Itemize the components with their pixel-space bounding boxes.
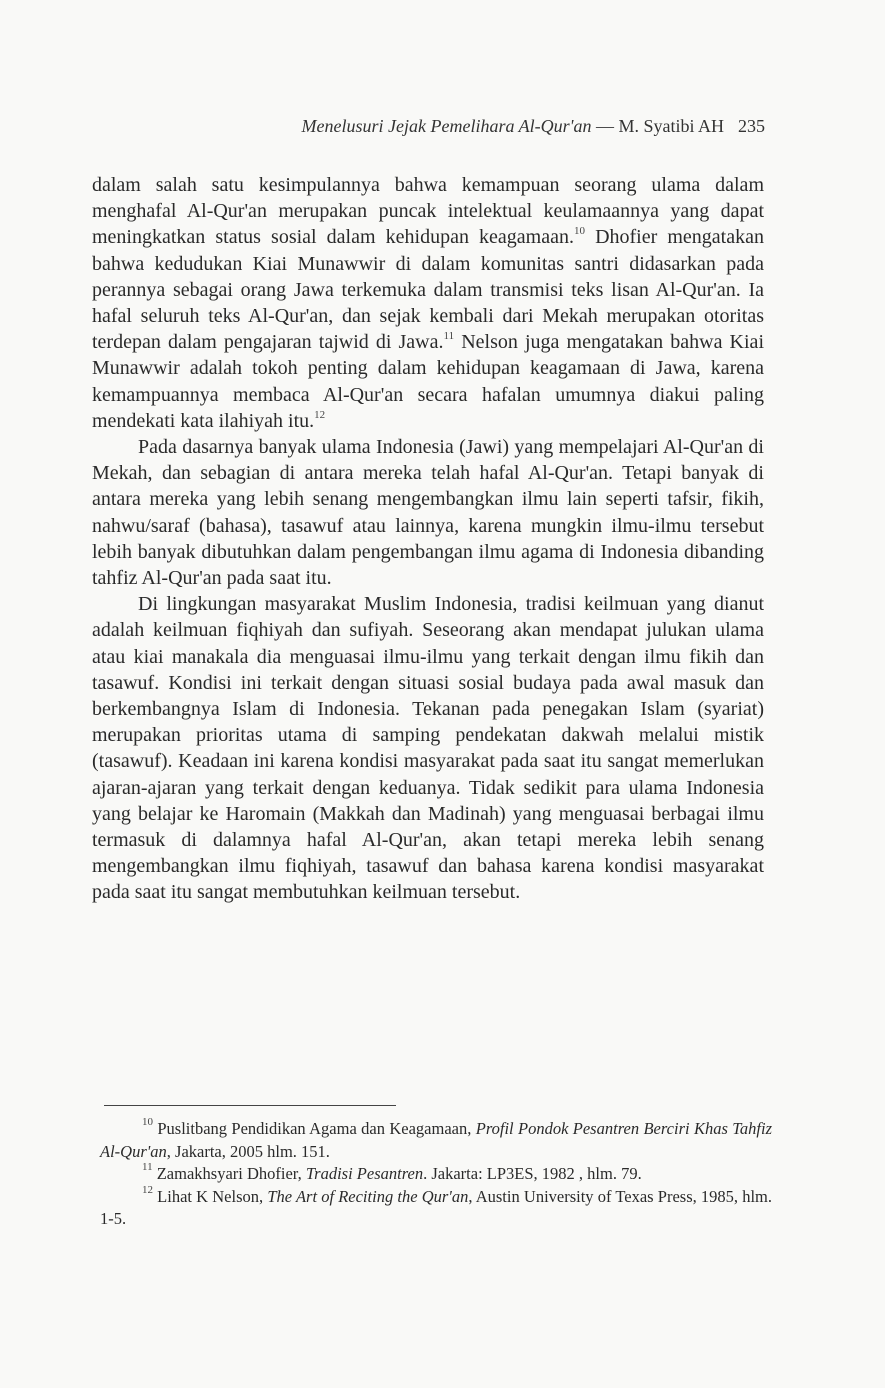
footnote-10	[100, 1118, 772, 1163]
footnote-text: Zamakhsyari Dhofier,	[152, 1164, 306, 1183]
header-dash: —	[591, 116, 619, 136]
footnote-text: . Jakarta: LP3ES, 1982 , hlm. 79.	[423, 1164, 642, 1183]
paragraph-3: Di lingkungan masyarakat Muslim Indonesia, tradisi keilmuan yang dianut adalah keilmuan fiqhiyah dan sufiyah. Seseorang akan mendapat julukan ulama atau kiai manakala dia menguasai ilmu-ilmu yang terkait dengan ilmu fikih dan tasawuf. Kondisi ini terkait dengan situasi sosial budaya pada awal masuk dan berkembangnya Islam di Indonesia. Tekanan pada penegakan Islam (syariat) merupakan prioritas utama di samping pendekatan dakwah melalui mistik (tasawuf). Keadaan ini karena kondisi masyarakat pada saat itu sangat memerlukan ajaran-ajaran yang terkait dengan keduanya. Tidak sedikit para ulama Indonesia yang belajar ke Haromain (Makkah dan Madinah) yang menguasai berbagai ilmu termasuk di dalamnya hafal Al-Qur'an, akan tetapi mereka lebih senang mengembangkan ilmu fiqhiyah, tasawuf dan bahasa karena kondisi masyarakat pada saat itu sangat membutuhkan keilmuan tersebut.	[92, 593, 764, 904]
footnote-text: , Austin University of Texas Press, 1985, hlm. 1-5.	[100, 1186, 773, 1228]
footnotes	[100, 1118, 772, 1231]
footnote-11	[100, 1163, 772, 1186]
footnote-12	[100, 1183, 773, 1231]
paragraph-1-part-a: dalam salah satu kesimpulannya bahwa kemampuan seorang ulama dalam menghafal Al-Qur'an merupakan puncak intelektual keulamaannya yang dapat meningkatkan status sosial dalam kehidupan keagamaan.	[92, 174, 764, 249]
footnote-title: Tradisi Pesantren	[305, 1164, 424, 1183]
footnote-number: 11	[142, 1161, 153, 1173]
footnote-number: 12	[142, 1183, 153, 1196]
footnote-ref-12[interactable]: 12	[314, 408, 326, 421]
paragraph-1-part-b: Dhofier mengatakan bahwa kedudukan Kiai Munawwir di dalam komunitas santri didasarkan pada perannya sebagai orang Jawa terkemuka dalam transmisi teks lisan Al-Qur'an. Ia hafal seluruh teks Al-Qur'an, dan sejak kembali dari Mekah merupakan otoritas terdepan dalam pengajaran tajwid di Jawa.	[92, 226, 764, 354]
paragraph-2: Pada dasarnya banyak ulama Indonesia (Jawi) yang mempelajari Al-Qur'an di Mekah, dan sebagian di antara mereka telah hafal Al-Qur'an. Tetapi banyak di antara mereka yang lebih senang mengembangkan ilmu lain seperti tafsir, fikih, nahwu/saraf (bahasa), tasawuf atau lainnya, karena mungkin ilmu-ilmu tersebut lebih banyak dibutuhkan dalam pengembangan ilmu agama di Indonesia dibanding tahfiz Al-Qur'an pada saat itu.	[92, 436, 764, 590]
footnote-ref-11[interactable]: 11	[443, 330, 455, 343]
running-header	[100, 116, 765, 137]
footnote-text: Puslitbang Pendidikan Agama dan Keagamaan,	[153, 1119, 476, 1138]
footnote-text: Lihat K Nelson,	[153, 1186, 268, 1206]
paragraph-1-part-c: Nelson juga mengatakan bahwa Kiai Munawwir adalah tokoh penting dalam kehidupan keagamaan di Jawa, karena kemampuannya membaca Al-Qur'an secara hafalan umumnya diakui paling mendekati kata ilahiyah itu.	[92, 331, 764, 432]
body-text	[92, 172, 764, 906]
footnote-ref-10[interactable]: 10	[573, 225, 585, 238]
footnote-title: The Art of Reciting the Qur'an	[267, 1186, 469, 1206]
paragraph-1	[92, 172, 764, 434]
header-author: M. Syatibi AH	[618, 116, 724, 136]
footnote-text: , Jakarta, 2005 hlm. 151.	[166, 1141, 330, 1161]
footnote-divider	[104, 1105, 396, 1106]
footnote-title: Profil Pondok Pesantren Berciri Khas Tahfiz Al-Qur'an	[100, 1119, 773, 1161]
header-book-title: Menelusuri Jejak Pemelihara Al-Qur'an	[301, 116, 592, 136]
page-number: 235	[738, 116, 765, 136]
footnote-number: 10	[142, 1116, 153, 1128]
